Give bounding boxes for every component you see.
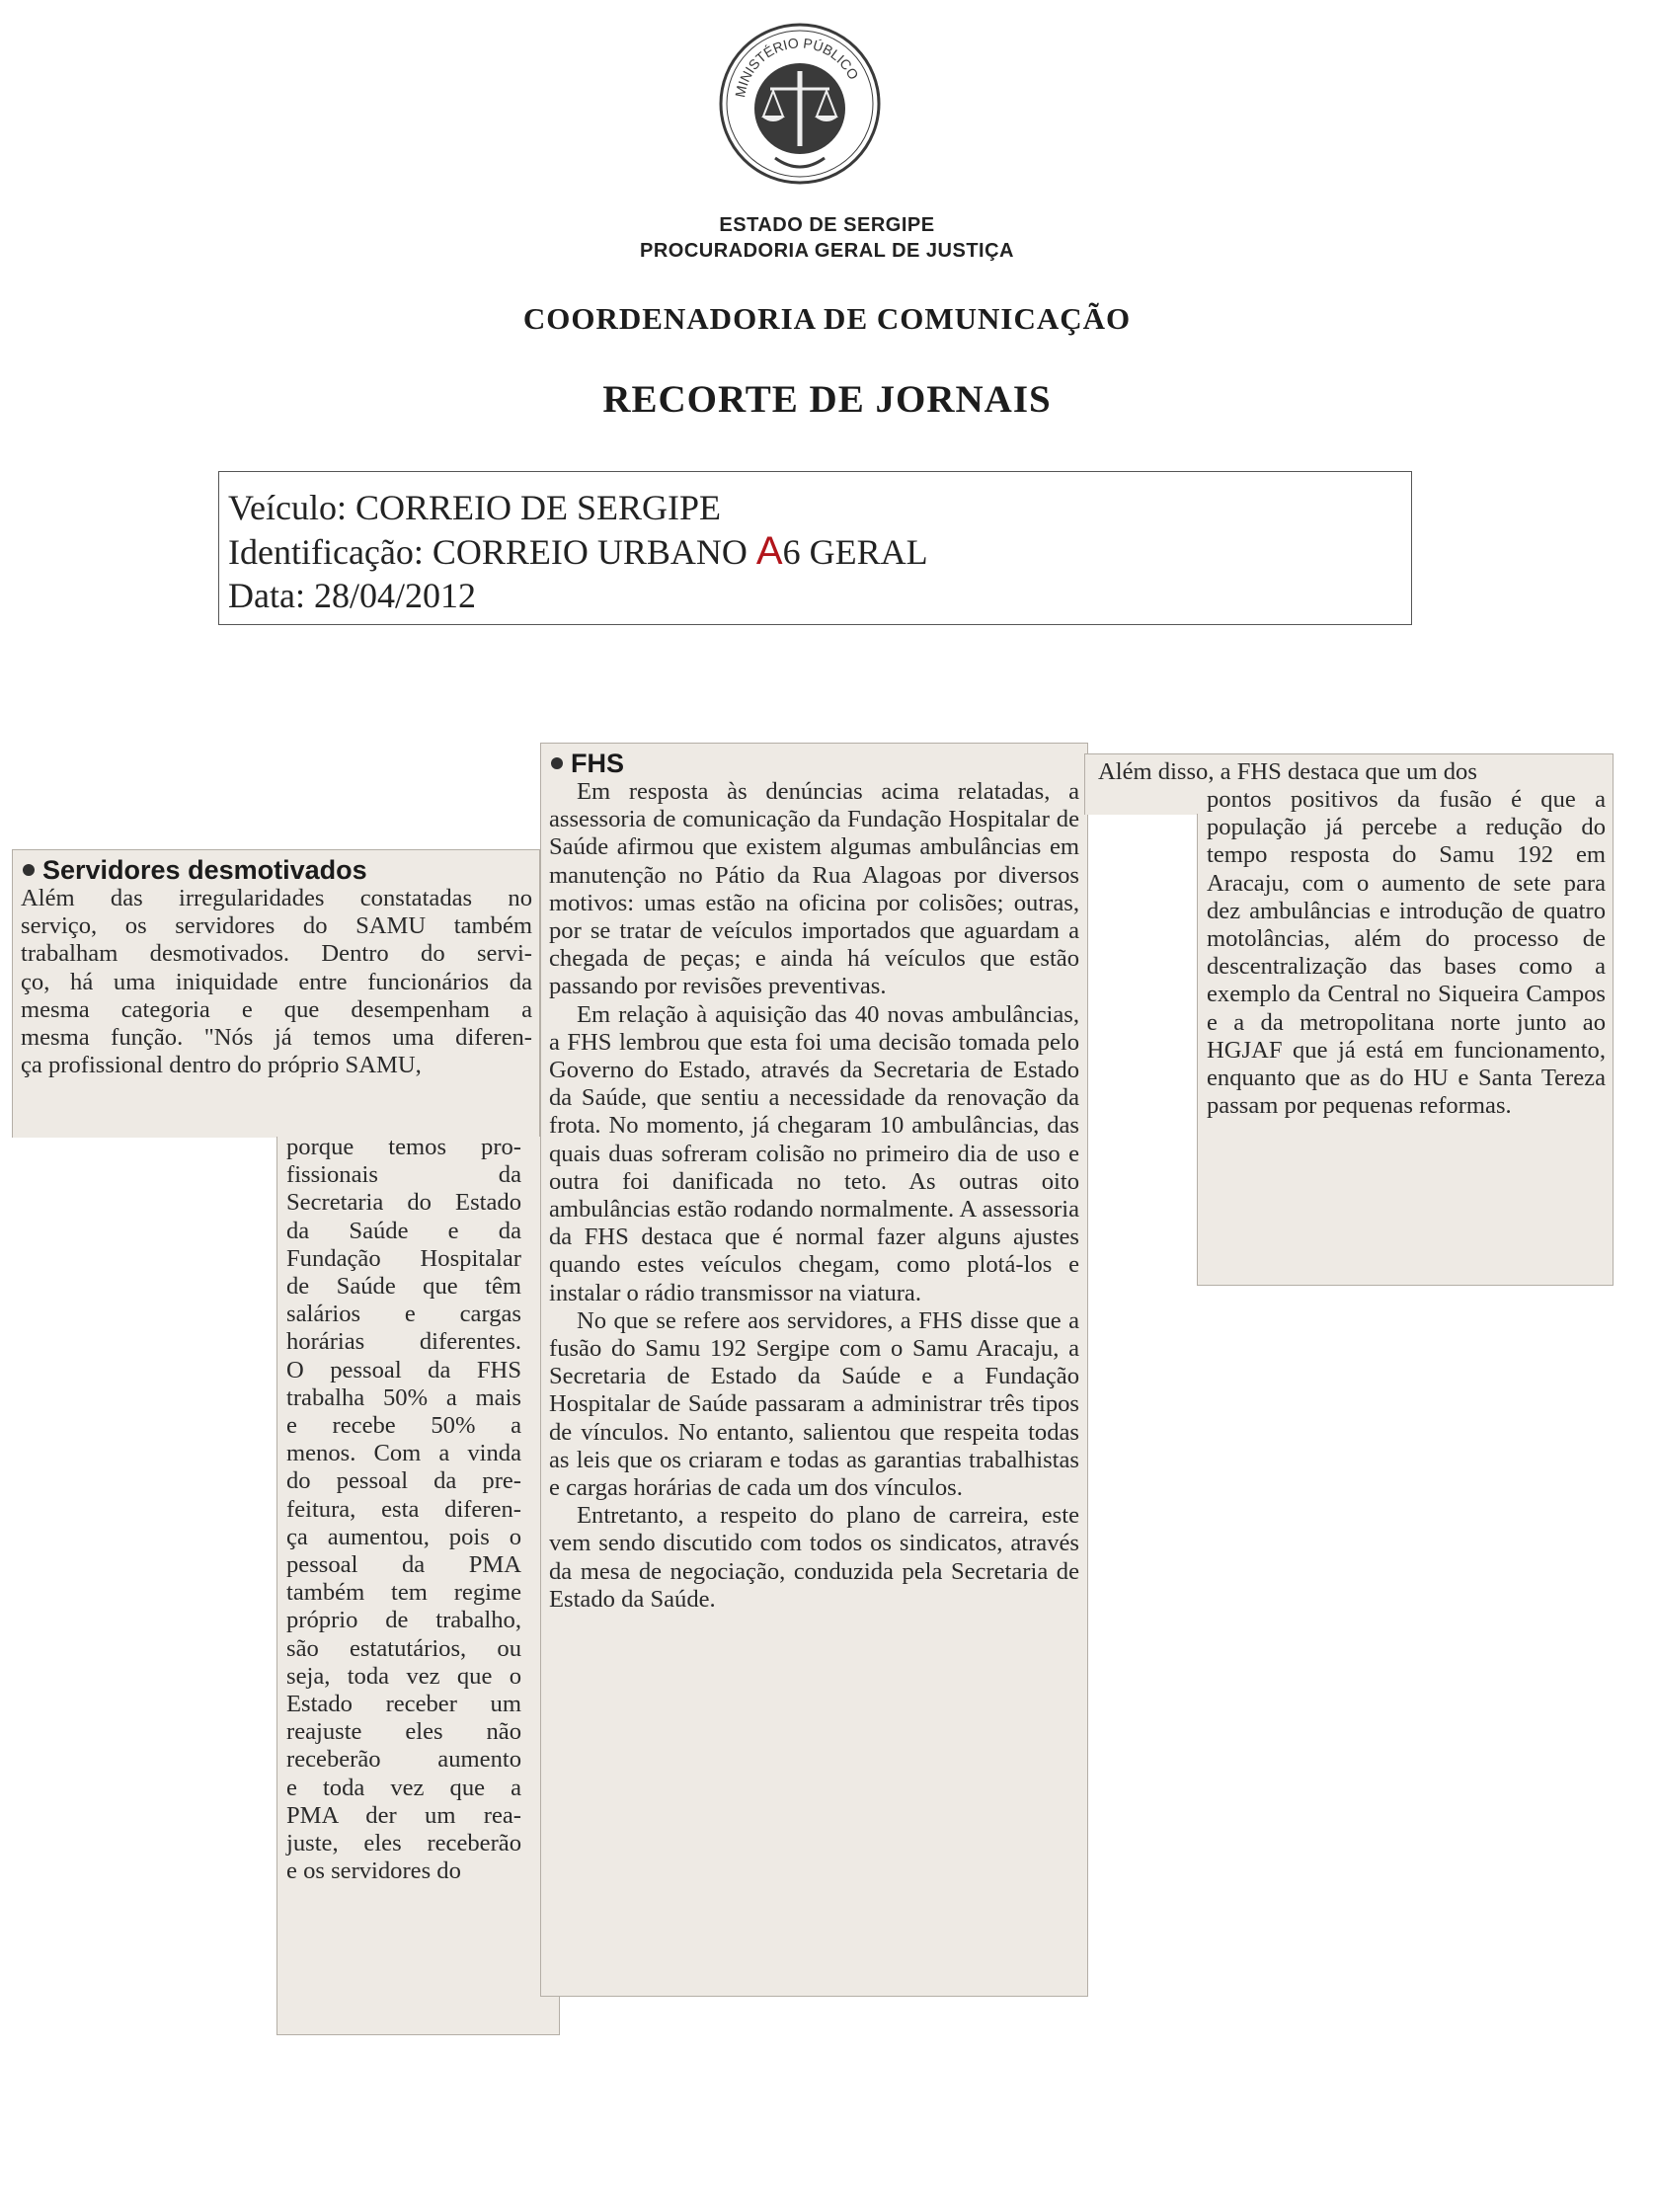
article-line: pessoal da PMA xyxy=(286,1551,521,1579)
date-line: Data: 28/04/2012 xyxy=(228,576,476,615)
article-line: também tem regime xyxy=(286,1579,521,1607)
identification-line xyxy=(228,529,1411,574)
handwritten-a: A xyxy=(755,529,783,573)
article-line: Estado receber um xyxy=(286,1691,521,1718)
clipping-2-article xyxy=(549,749,1079,1614)
article-line: serviço, os servidores do SAMU também xyxy=(21,912,532,940)
article-line: ça aumentou, pois o xyxy=(286,1523,521,1550)
header-procuradoria: PROCURADORIA GERAL DE JUSTIÇA xyxy=(640,240,1014,262)
article-line: seja, toda vez que o xyxy=(286,1662,521,1690)
clipping-1-article xyxy=(21,855,532,1079)
article-line: ço, há uma iniquidade entre funcionários da xyxy=(21,968,532,995)
article-line: receberão aumento xyxy=(286,1746,521,1774)
article-line: O pessoal da FHS xyxy=(286,1356,521,1383)
article-line: horárias diferentes. xyxy=(286,1328,521,1356)
clipping-3-body xyxy=(1207,786,1606,1120)
article-line: mesma categoria e que desempenham a xyxy=(21,995,532,1023)
article-line: de Saúde que têm xyxy=(286,1273,521,1301)
article-line: Fundação Hospitalar xyxy=(286,1244,521,1272)
clipping-3-paragraph: pontos positivos da fusão é que a população já percebe a redução do tempo resposta do Samu 192 em Aracaju, com o aumento de sete para dez ambulâncias e introdução de quatro motolâncias, além do processo de descentralização das bases como a exemplo da Central no Siqueira Campos e a da metropolitana norte junto ao HGJAF que já está em funcionamento, enquanto que as do HU e Santa Tereza passam por pequenas reformas. xyxy=(1207,786,1606,1120)
clipping-2-title: FHS xyxy=(549,749,1079,778)
clipping-3-first-line: Além disso, a FHS destaca que um dos xyxy=(1098,758,1477,785)
article-line: trabalham desmotivados. Dentro do servi- xyxy=(21,940,532,968)
bullet-icon xyxy=(551,757,563,769)
article-paragraph: Em relação à aquisição das 40 novas ambulâncias, a FHS lembrou que esta foi uma decisão tomada pelo Governo do Estado, através da Secretaria de Estado da Saúde, que sentiu a necessidade da renovação da frota. No momento, já chegaram 10 ambulâncias, das quais duas sofreram colisão no primeiro dia de uso e outra foi danificada no teto. As outras oito ambulâncias estão rodando normalmente. A assessoria da FHS destaca que é normal fazer alguns ajustes quando estes veículos chegam, como plotá-los e instalar o rádio transmissor na viatura. xyxy=(549,1000,1079,1306)
article-paragraph: No que se refere aos servidores, a FHS disse que a fusão do Samu 192 Sergipe com o Samu Aracaju, a Secretaria de Estado da Saúde e a Fundação Hospitalar de Saúde passaram a administrar três tipos de vínculos. No entanto, salientou que respeita todas as leis que os criaram e todas as garantias trabalhistas e cargas horárias de cada um dos vínculos. xyxy=(549,1306,1079,1502)
article-line: e recebe 50% a xyxy=(286,1412,521,1440)
vehicle-line: Veículo: CORREIO DE SERGIPE xyxy=(228,488,721,527)
identification-prefix: Identificação: CORREIO URBANO xyxy=(228,532,756,572)
article-line: feitura, esta diferen- xyxy=(286,1495,521,1523)
article-line: PMA der um rea- xyxy=(286,1801,521,1829)
article-line: ça profissional dentro do próprio SAMU, xyxy=(21,1052,422,1079)
article-line: fissionais da xyxy=(286,1161,521,1189)
article-line: mesma função. "Nós já temos uma diferen- xyxy=(21,1024,532,1052)
bullet-icon xyxy=(23,864,35,876)
article-line: próprio de trabalho, xyxy=(286,1607,521,1634)
ministerio-publico-seal xyxy=(716,20,884,188)
article-line: menos. Com a vinda xyxy=(286,1440,521,1467)
article-line: são estatutários, ou xyxy=(286,1634,521,1662)
article-line: juste, eles receberão xyxy=(286,1830,521,1857)
section-title: RECORTE DE JORNAIS xyxy=(602,378,1052,421)
department-title: COORDENADORIA DE COMUNICAÇÃO xyxy=(522,301,1132,336)
article-line: trabalha 50% a mais xyxy=(286,1383,521,1411)
clipping-1-wide-lines xyxy=(21,885,532,1079)
article-line: salários e cargas xyxy=(286,1301,521,1328)
clipping-1-narrow-lines xyxy=(286,1134,521,1885)
article-line: porque temos pro- xyxy=(286,1134,521,1160)
clipping-info-box xyxy=(218,471,1412,625)
header-state: ESTADO DE SERGIPE xyxy=(719,214,935,236)
clipping-2-body xyxy=(549,778,1079,1614)
article-line: e os servidores do xyxy=(286,1857,461,1885)
article-line: Além das irregularidades constatadas no xyxy=(21,885,532,911)
article-paragraph: Entretanto, a respeito do plano de carreira, este vem sendo discutido com todos os sindicatos, através da mesa de negociação, conduzida pela Secretaria de Estado da Saúde. xyxy=(549,1502,1079,1613)
clipping-1-title: Servidores desmotivados xyxy=(21,855,532,885)
article-line: da Saúde e da xyxy=(286,1217,521,1244)
article-line: e toda vez que a xyxy=(286,1774,521,1801)
article-line: Secretaria do Estado xyxy=(286,1189,521,1217)
article-line: do pessoal da pre- xyxy=(286,1467,521,1495)
identification-suffix: 6 GERAL xyxy=(782,532,928,572)
article-line: reajuste eles não xyxy=(286,1718,521,1746)
seal-ring-text: MINISTÉRIO PÚBLICO xyxy=(732,35,862,99)
article-paragraph: Em resposta às denúncias acima relatadas, a assessoria de comunicação da Fundação Hospitalar de Saúde afirmou que existem algumas ambulâncias em manutenção no Pátio da Rua Alagoas por diversos motivos: umas estão na oficina por colisões; outras, por se tratar de veículos importados que aguardam a chegada de peças; e ainda há veículos que estão passando por revisões preventivas. xyxy=(549,778,1079,1000)
